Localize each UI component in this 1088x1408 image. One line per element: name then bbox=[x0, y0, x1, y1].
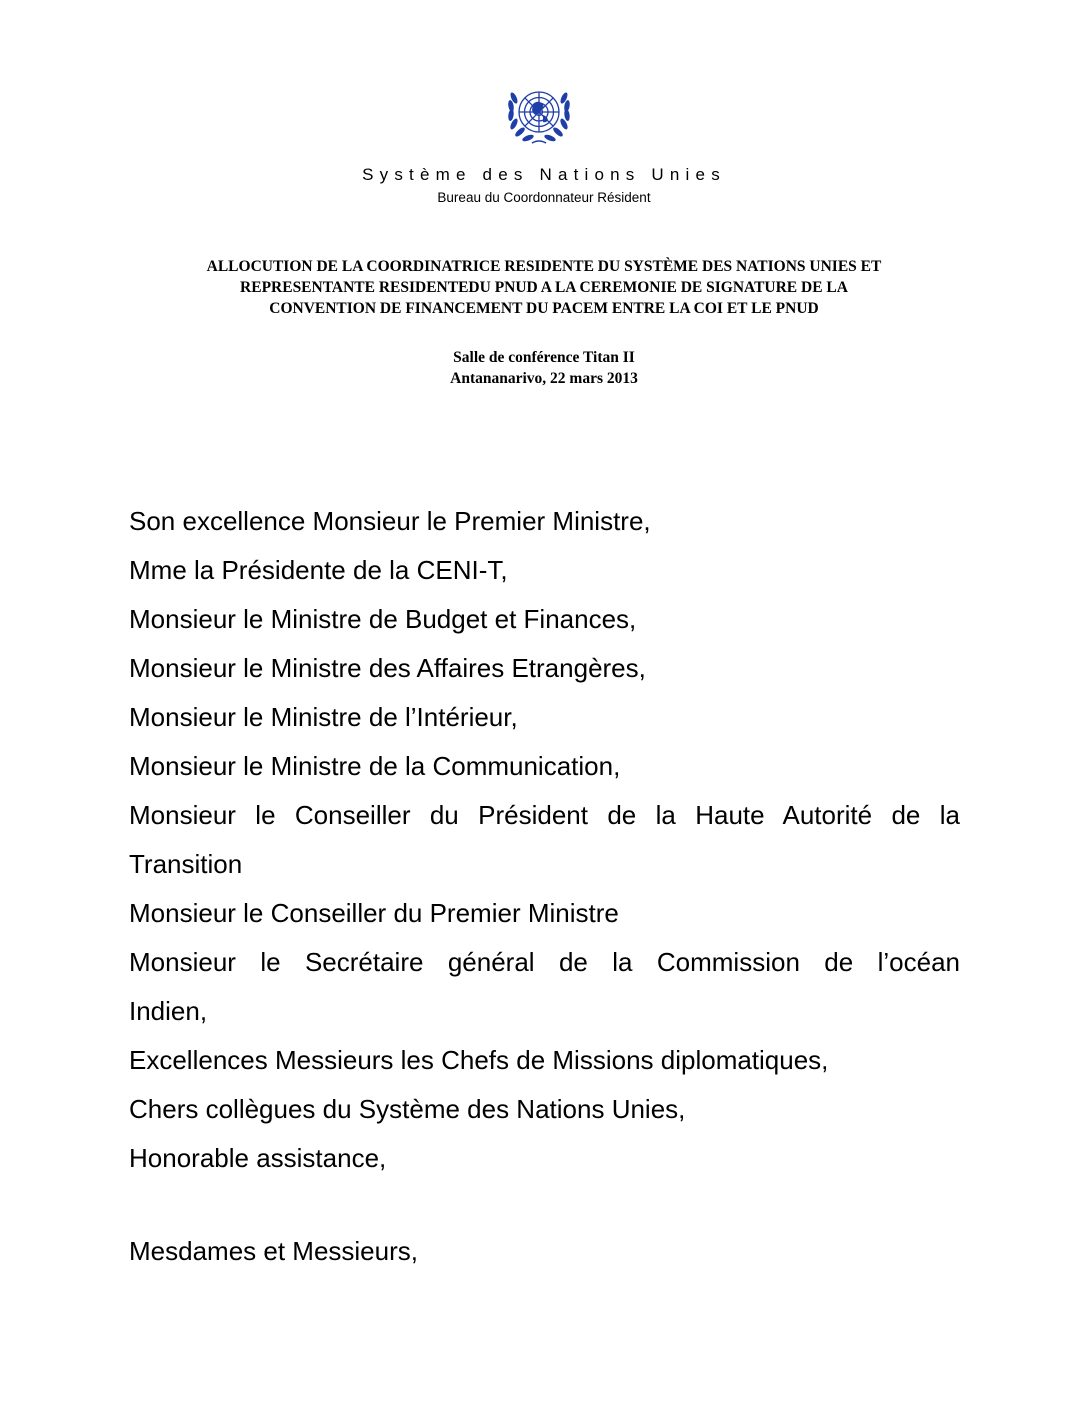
organization-name: Système des Nations Unies bbox=[362, 165, 726, 184]
venue-city-date: Antananarivo, 22 mars 2013 bbox=[450, 370, 638, 387]
salutation-line: Monsieur le Secrétaire général de la Commission de l’océan bbox=[129, 947, 960, 977]
salutation-line: Monsieur le Ministre de Budget et Finances, bbox=[129, 604, 637, 634]
venue-place: Salle de conférence Titan II bbox=[453, 349, 635, 366]
office-name: Bureau du Coordonnateur Résident bbox=[437, 190, 651, 205]
title-line: ALLOCUTION DE LA COORDINATRICE RESIDENTE DU SYSTÈME DES NATIONS UNIES ET bbox=[206, 258, 882, 275]
title-line: CONVENTION DE FINANCEMENT DU PACEM ENTRE LA COI ET LE PNUD bbox=[269, 300, 819, 317]
salutation-line: Monsieur le Ministre de l’Intérieur, bbox=[129, 702, 518, 732]
salutation-line: Monsieur le Ministre des Affaires Etrangères, bbox=[129, 653, 646, 683]
salutation-line: Honorable assistance, bbox=[129, 1143, 387, 1173]
salutation-line: Indien, bbox=[129, 996, 208, 1026]
speech-title bbox=[100, 256, 988, 319]
salutation-line: Chers collègues du Système des Nations Unies, bbox=[129, 1094, 686, 1124]
salutation-line: Monsieur le Conseiller du Premier Ministre bbox=[129, 898, 619, 928]
salutation-line: Mme la Présidente de la CENI-T, bbox=[129, 555, 508, 585]
un-emblem-logo bbox=[497, 82, 581, 150]
salutation-line: Monsieur le Conseiller du Président de la Haute Autorité de la bbox=[129, 800, 960, 830]
closing-salutation: Mesdames et Messieurs, bbox=[129, 1236, 418, 1266]
title-line: REPRESENTANTE RESIDENTEDU PNUD A LA CEREMONIE DE SIGNATURE DE LA bbox=[240, 279, 848, 296]
venue-block bbox=[0, 347, 1088, 389]
salutation-line: Monsieur le Ministre de la Communication, bbox=[129, 751, 621, 781]
salutation-list bbox=[129, 497, 960, 1183]
salutation-line: Excellences Messieurs les Chefs de Missions diplomatiques, bbox=[129, 1045, 829, 1075]
salutation-line: Transition bbox=[129, 849, 243, 879]
salutation-line: Son excellence Monsieur le Premier Ministre, bbox=[129, 506, 651, 536]
